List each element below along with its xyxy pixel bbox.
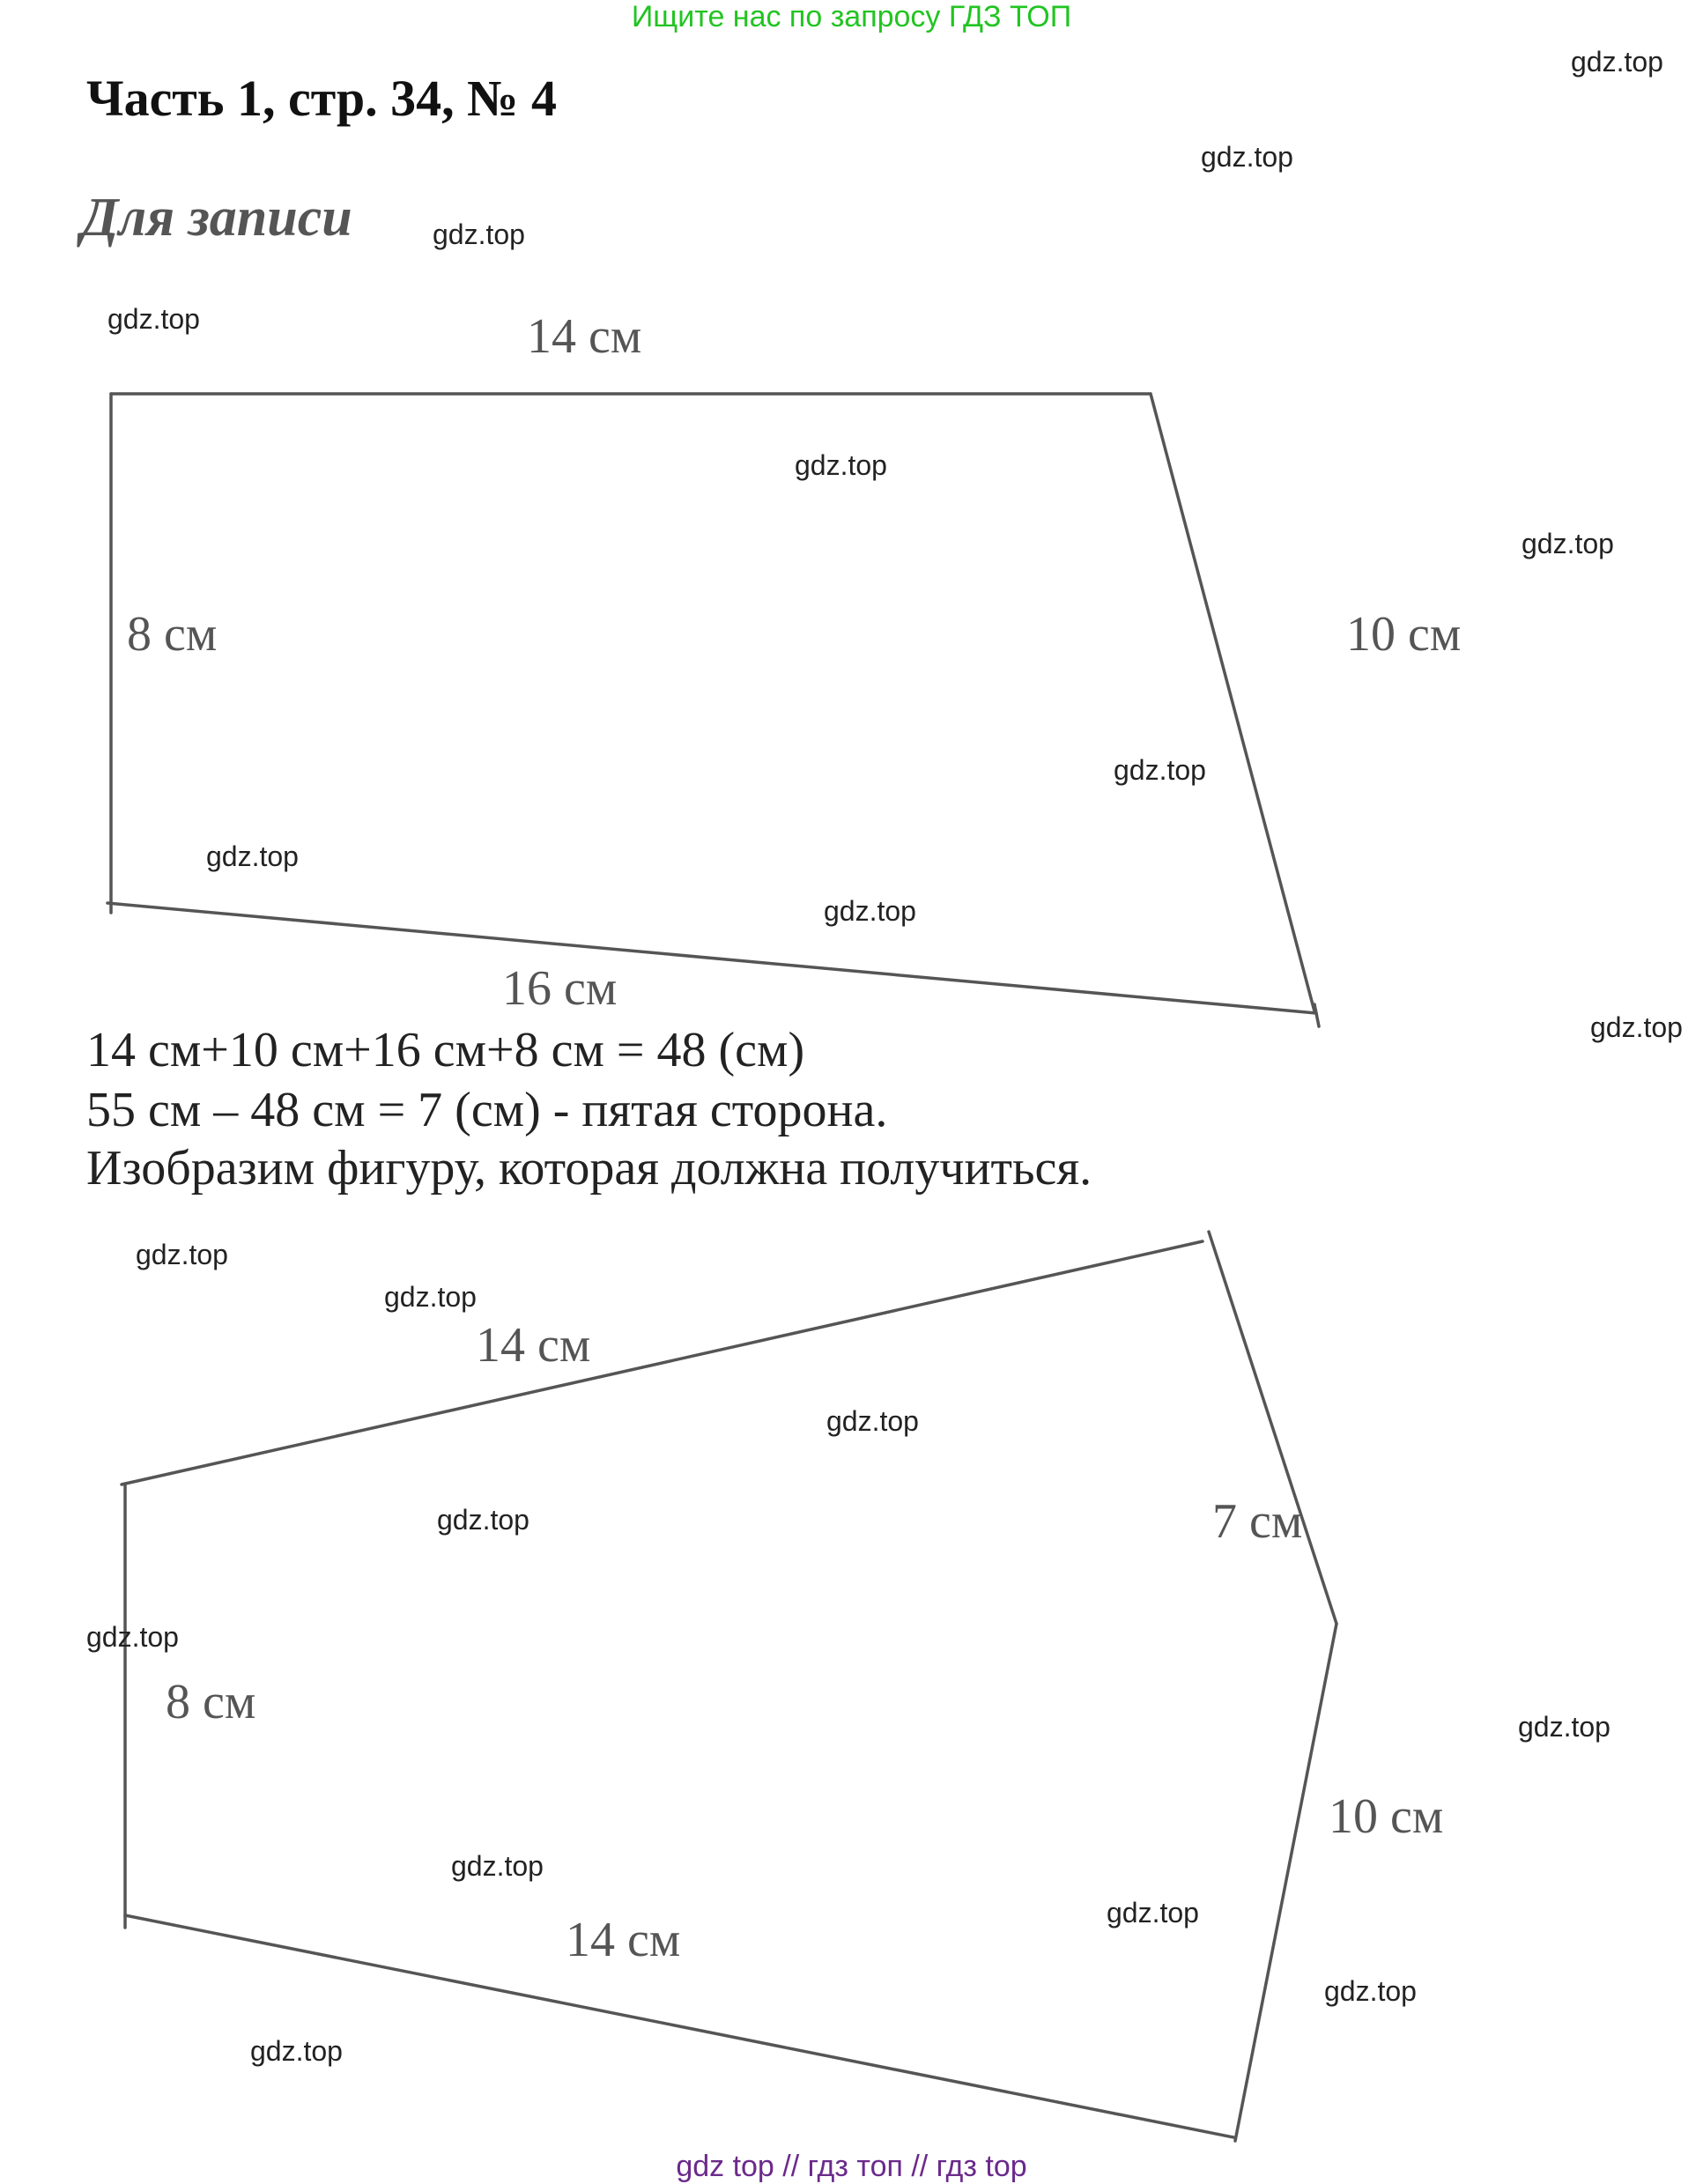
instruction-text: Изобразим фигуру, которая должна получиться. xyxy=(86,1141,1092,1196)
watermark: gdz.top xyxy=(1571,46,1663,78)
section-subtitle: Для записи xyxy=(81,188,352,248)
quad-right-label: 10 см xyxy=(1346,607,1462,662)
pent-short-label: 7 см xyxy=(1212,1494,1303,1549)
watermark: gdz.top xyxy=(1107,1897,1199,1929)
equation-fifth-side: 55 см – 48 см = 7 (см) - пятая сторона. xyxy=(86,1083,888,1137)
watermark: gdz.top xyxy=(107,303,200,335)
quad-top-label: 14 см xyxy=(527,309,642,364)
watermark: gdz.top xyxy=(1201,141,1293,173)
watermark: gdz.top xyxy=(1522,528,1614,559)
page-title: Часть 1, стр. 34, № 4 xyxy=(86,70,557,127)
watermark: gdz.top xyxy=(795,449,887,481)
pent-top-side xyxy=(122,1241,1203,1484)
watermark: gdz.top xyxy=(86,1621,179,1653)
pent-top-label: 14 см xyxy=(476,1318,591,1373)
watermark: gdz.top xyxy=(824,895,916,927)
watermark: gdz.top xyxy=(433,218,525,250)
quad-left-label: 8 см xyxy=(127,607,218,662)
quad-bottom-label: 16 см xyxy=(502,961,618,1016)
footer-watermark: gdz top // гдз топ // гдз top xyxy=(676,2150,1027,2183)
watermark: gdz.top xyxy=(136,1239,228,1270)
watermark: gdz.top xyxy=(1324,1975,1417,2007)
watermark: gdz.top xyxy=(1590,1011,1683,1043)
pent-right-side xyxy=(1235,1624,1336,2141)
pent-bottom-label: 14 см xyxy=(566,1913,681,1967)
search-banner: Ищите нас по запросу ГДЗ ТОП xyxy=(631,0,1072,33)
pent-left-label: 8 см xyxy=(166,1675,256,1729)
watermark: gdz.top xyxy=(206,840,299,872)
equation-perimeter: 14 см+10 см+16 см+8 см = 48 (см) xyxy=(86,1023,805,1077)
watermark: gdz.top xyxy=(250,2035,343,2067)
watermark: gdz.top xyxy=(437,1504,529,1536)
watermark: gdz.top xyxy=(451,1850,544,1882)
pent-short-side xyxy=(1209,1232,1336,1624)
watermark: gdz.top xyxy=(1518,1711,1610,1743)
watermark: gdz.top xyxy=(1114,754,1206,786)
pent-right-label: 10 см xyxy=(1329,1789,1444,1844)
watermark: gdz.top xyxy=(384,1281,477,1313)
watermark: gdz.top xyxy=(826,1405,919,1437)
